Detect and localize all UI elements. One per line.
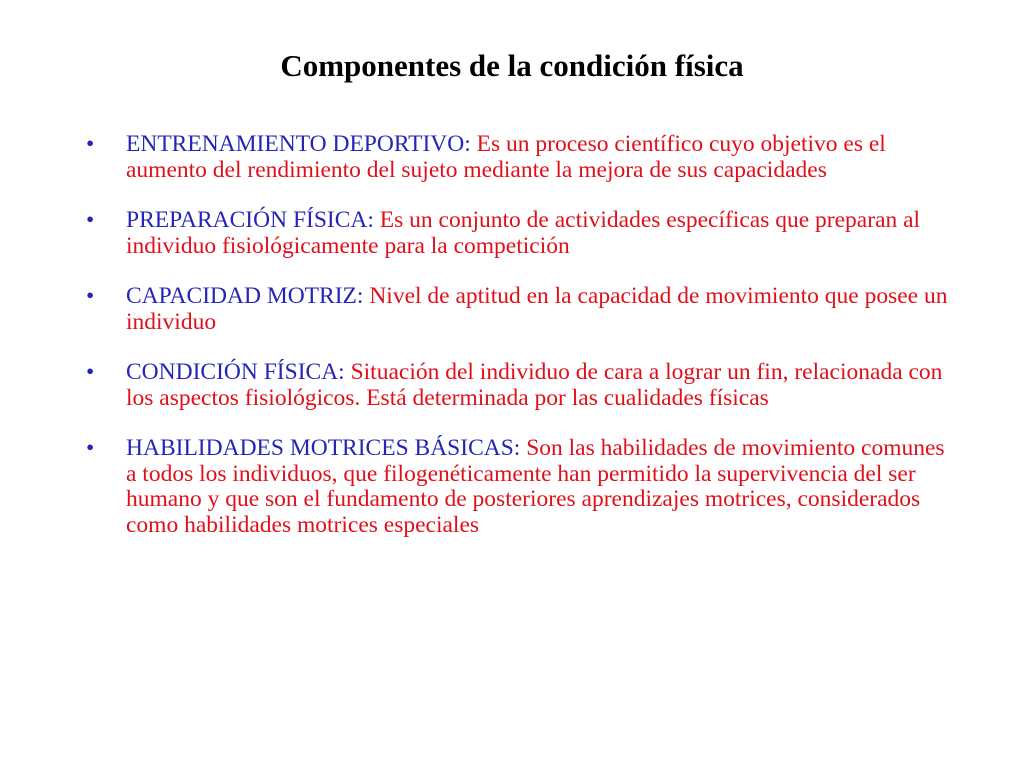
bullet-item-capacidad-motriz (84, 284, 954, 335)
bullet-separator: : (356, 283, 364, 309)
bullet-term: PREPARACIÓN FÍSICA (126, 207, 368, 233)
bullet-definition: Es un conjunto de actividades específicas que preparan al individuo fisiológicamente para la competición (126, 207, 921, 259)
bullet-icon: • (86, 283, 95, 309)
bullet-list (84, 132, 954, 538)
bullet-separator: : (367, 207, 374, 233)
bullet-icon: • (86, 435, 95, 461)
bullet-icon: • (86, 207, 95, 233)
bullet-item-condicion-fisica (84, 360, 954, 411)
bullet-term: HABILIDADES MOTRICES BÁSICAS (126, 435, 514, 461)
bullet-term: CONDICIÓN FÍSICA (126, 359, 339, 385)
bullet-term: ENTRENAMIENTO DEPORTIVO (126, 131, 465, 157)
bullet-separator: : (464, 131, 471, 157)
bullet-definition: Nivel de aptitud en la capacidad de movimiento que posee un individuo (126, 283, 948, 335)
bullet-icon: • (86, 359, 95, 385)
bullet-icon: • (86, 131, 95, 157)
bullet-separator: : (338, 359, 345, 385)
bullet-definition: Situación del individuo de cara a lograr un fin, relacionada con los aspectos fisiológicos. Está determinada por las cualidades físicas (126, 359, 943, 411)
bullet-item-habilidades-motrices-basicas (84, 436, 954, 538)
bullet-definition: Es un proceso científico cuyo objetivo es el aumento del rendimiento del sujeto mediante la mejora de sus capacidades (126, 131, 886, 183)
bullet-separator: : (513, 435, 521, 461)
slide-title: Componentes de la condición física (280, 48, 744, 83)
bullet-item-preparacion-fisica (84, 208, 954, 259)
bullet-definition: Son las habilidades de movimiento comunes a todos los individuos, que filogenéticamente han permitido la supervivencia del ser humano y que son el fundamento de posteriores aprendizajes motrices, considerados como habilidades motrices especiales (126, 435, 945, 538)
bullet-item-entrenamiento-deportivo (84, 132, 954, 183)
bullet-term: CAPACIDAD MOTRIZ (126, 283, 357, 309)
